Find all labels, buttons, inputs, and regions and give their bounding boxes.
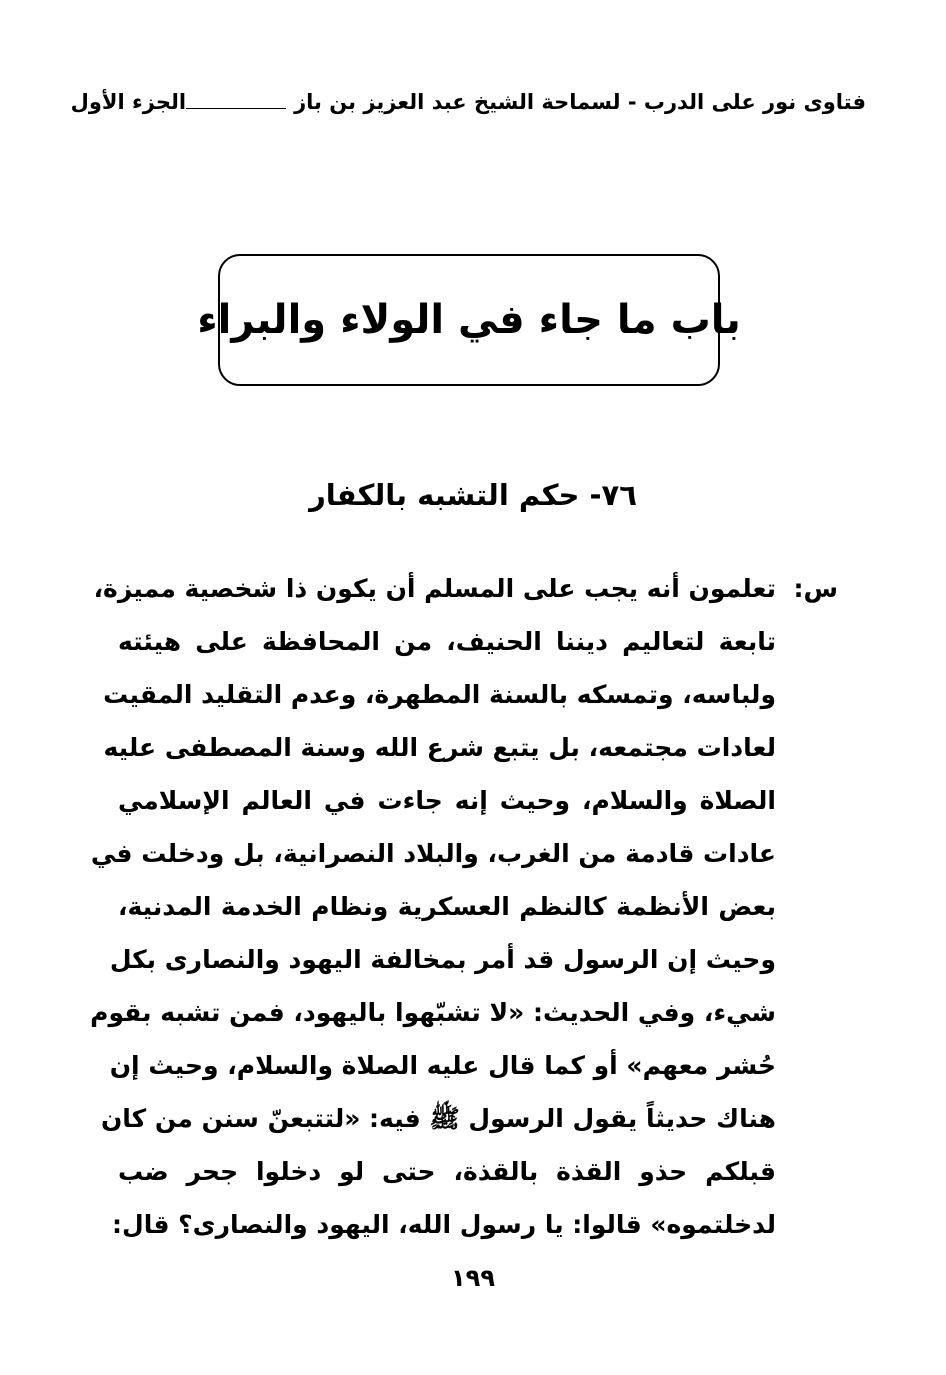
question-line: هناك حديثاً يقول الرسول ﷺ فيه: «لتتبعنّ سنن من كان [100,1104,776,1133]
section-title: ٧٦- حكم التشبه بالكفار [309,478,637,512]
question-line: قبلكم حذو القذة بالقذة، حتى لو دخلوا جحر ضب [118,1157,776,1186]
question-line-text: تعلمون أنه يجب على المسلم أن يكون ذا شخصية مميزة، [93,574,776,603]
question-line: تابعة لتعاليم ديننا الحنيف، من المحافظة على هيئته [118,627,776,656]
question-line: لعادات مجتمعه، بل يتبع شرع الله وسنة المصطفى عليه [103,733,776,762]
question-line: الصلاة والسلام، وحيث إنه جاءت في العالم الإسلامي [118,786,776,815]
question-line: حُشر معهم» أو كما قال عليه الصلاة والسلام، وحيث إن [109,1051,776,1080]
volume-label: الجزء الأول [70,90,187,114]
chapter-title-box [197,254,741,386]
chapter-title: باب ما جاء في الولاء والبراء [197,297,741,343]
question-block [90,562,838,1251]
header-rule [186,108,286,109]
book-title: فتاوى نور على الدرب - لسماحة الشيخ عبد العزيز بن باز [294,90,866,114]
question-label: س: [793,574,838,603]
running-header [70,82,866,122]
question-line: عادات قادمة من الغرب، والبلاد النصرانية، بل ودخلت في [90,839,776,868]
question-line: لدخلتموه» قالوا: يا رسول الله، اليهود والنصارى؟ قال: [112,1210,776,1239]
question-line: شيء، وفي الحديث: «لا تشبّهوا باليهود، فمن تشبه بقوم [90,998,776,1027]
running-header-book [186,90,866,114]
question-line: بعض الأنظمة كالنظم العسكرية ونظام الخدمة المدنية، [118,892,776,921]
page-number: ١٩٩ [451,1264,495,1292]
question-line [93,562,838,615]
question-line: وحيث إن الرسول قد أمر بمخالفة اليهود والنصارى بكل [109,945,776,974]
question-line: ولباسه، وتمسكه بالسنة المطهرة، وعدم التقليد المقيت [103,680,776,709]
